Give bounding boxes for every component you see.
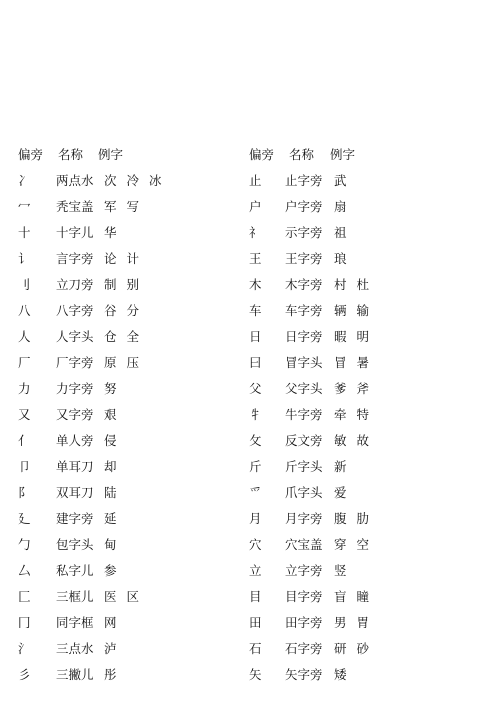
radical-name-cell: 斤字头 <box>285 459 323 474</box>
example-char: 特 <box>356 407 370 422</box>
example-char: 全 <box>126 329 140 344</box>
table-row <box>249 220 369 246</box>
radical-cell: 立 <box>249 563 262 578</box>
example-char: 武 <box>334 173 347 188</box>
radical-name-cell: 包字头 <box>56 537 94 552</box>
example-cell <box>104 196 139 218</box>
radical-cell: 攵 <box>249 433 262 448</box>
example-cell <box>104 534 117 556</box>
radical-cell: 目 <box>249 589 262 604</box>
example-char: 甸 <box>104 537 117 552</box>
right-radical-table <box>249 142 369 688</box>
header-radical: 偏旁 <box>18 147 44 162</box>
radical-cell: 冂 <box>18 615 31 630</box>
radical-cell: 车 <box>249 303 262 318</box>
table-row <box>249 454 369 480</box>
radical-cell: 矢 <box>249 667 262 682</box>
radical-name-cell: 穴宝盖 <box>285 537 323 552</box>
table-row <box>249 194 369 220</box>
radical-cell: 止 <box>249 173 262 188</box>
table-row <box>18 272 162 298</box>
table-row <box>18 532 162 558</box>
radical-name-cell: 人字头 <box>56 329 94 344</box>
radical-name-cell: 月字旁 <box>285 511 323 526</box>
radical-name-cell: 反文旁 <box>285 433 323 448</box>
example-char: 医 <box>104 589 117 604</box>
table-row <box>18 428 162 454</box>
example-char: 谷 <box>104 303 117 318</box>
radical-cell: 彡 <box>18 667 31 682</box>
example-cell <box>334 430 369 452</box>
radical-cell: 匚 <box>18 589 31 604</box>
table-row <box>18 584 162 610</box>
table-row <box>249 272 369 298</box>
radical-name-cell: 立刀旁 <box>56 277 94 292</box>
example-cell <box>334 638 369 660</box>
header-radical: 偏旁 <box>249 147 275 162</box>
header-name: 名称 <box>58 147 84 162</box>
radical-name-cell: 止字旁 <box>285 173 323 188</box>
table-row <box>18 350 162 376</box>
example-cell <box>334 326 369 348</box>
example-char: 琅 <box>334 251 347 266</box>
radical-cell: 牜 <box>249 407 262 422</box>
example-char: 军 <box>104 199 117 214</box>
example-cell <box>334 222 347 244</box>
example-cell <box>104 300 139 322</box>
radical-cell: 冖 <box>18 199 31 214</box>
table-row <box>249 610 369 636</box>
radical-name-cell: 八字旁 <box>56 303 94 318</box>
radical-cell: 斤 <box>249 459 262 474</box>
example-cell <box>104 638 117 660</box>
radical-cell: 曰 <box>249 355 262 370</box>
table-row <box>18 506 162 532</box>
example-cell <box>104 456 117 478</box>
example-char: 延 <box>104 511 117 526</box>
example-cell <box>334 612 369 634</box>
radical-name-cell: 双耳刀 <box>56 485 94 500</box>
example-char: 杜 <box>356 277 370 292</box>
table-row <box>18 558 162 584</box>
example-char: 冒 <box>334 355 347 370</box>
table-row <box>18 324 162 350</box>
radical-name-cell: 日字旁 <box>285 329 323 344</box>
table-row <box>18 220 162 246</box>
radical-name-cell: 同字框 <box>56 615 94 630</box>
radical-name-cell: 力字旁 <box>56 381 94 396</box>
example-cell <box>104 326 139 348</box>
example-char: 敏 <box>334 433 347 448</box>
radical-cell: 阝 <box>18 485 31 500</box>
example-char: 制 <box>104 277 117 292</box>
radical-cell: 厂 <box>18 355 31 370</box>
example-char: 祖 <box>334 225 347 240</box>
example-char: 研 <box>334 641 347 656</box>
radical-name-cell: 三撇儿 <box>56 667 94 682</box>
example-cell <box>104 508 117 530</box>
table-row <box>249 324 369 350</box>
radical-cell: 卩 <box>18 459 31 474</box>
example-cell <box>334 274 369 296</box>
table-row <box>249 662 369 688</box>
example-cell <box>334 300 369 322</box>
radical-name-cell: 木字旁 <box>285 277 323 292</box>
radical-name-cell: 秃宝盖 <box>56 199 94 214</box>
example-cell <box>104 430 117 452</box>
example-char: 论 <box>104 251 117 266</box>
radical-cell: 八 <box>18 303 31 318</box>
header-example: 例字 <box>98 147 124 162</box>
radical-name-cell: 两点水 <box>56 173 94 188</box>
example-char: 穿 <box>334 537 347 552</box>
table-row <box>18 610 162 636</box>
example-char: 牵 <box>334 407 347 422</box>
example-char: 参 <box>104 563 117 578</box>
example-char: 爱 <box>334 485 347 500</box>
radical-name-cell: 三框儿 <box>56 589 94 604</box>
radical-name-cell: 矢字旁 <box>285 667 323 682</box>
example-char: 辆 <box>334 303 347 318</box>
table-row <box>249 636 369 662</box>
radical-cell: 月 <box>249 511 262 526</box>
radical-cell: 穴 <box>249 537 262 552</box>
example-char: 原 <box>104 355 117 370</box>
example-char: 暑 <box>356 355 370 370</box>
radical-cell: 力 <box>18 381 31 396</box>
example-cell <box>104 404 117 426</box>
table-row <box>249 402 369 428</box>
table-row <box>18 402 162 428</box>
example-char: 陆 <box>104 485 117 500</box>
example-char: 明 <box>356 329 370 344</box>
radical-cell: 王 <box>249 251 262 266</box>
radical-cell: 人 <box>18 329 31 344</box>
example-char: 男 <box>334 615 347 630</box>
example-char: 村 <box>334 277 347 292</box>
example-cell <box>104 352 139 374</box>
table-row <box>18 662 162 688</box>
example-cell <box>334 508 369 530</box>
example-char: 区 <box>126 589 140 604</box>
header-example: 例字 <box>330 147 356 162</box>
radical-name-cell: 户字旁 <box>285 199 323 214</box>
example-cell <box>334 196 347 218</box>
example-char: 暇 <box>334 329 347 344</box>
radical-cell: 冫 <box>18 173 31 188</box>
example-char: 分 <box>126 303 140 318</box>
right-table-body <box>249 168 369 688</box>
radical-cell: 亻 <box>18 433 31 448</box>
table-row <box>18 246 162 272</box>
example-char: 矮 <box>334 667 347 682</box>
example-char: 砂 <box>356 641 370 656</box>
example-char: 彤 <box>104 667 117 682</box>
example-char: 华 <box>104 225 117 240</box>
table-row <box>249 428 369 454</box>
example-char: 次 <box>104 173 117 188</box>
example-char: 网 <box>104 615 117 630</box>
table-row <box>18 298 162 324</box>
example-char: 空 <box>356 537 370 552</box>
example-cell <box>334 352 369 374</box>
example-char: 输 <box>356 303 370 318</box>
radical-name-cell: 单耳刀 <box>56 459 94 474</box>
example-char: 计 <box>126 251 140 266</box>
radical-cell: 田 <box>249 615 262 630</box>
radical-name-cell: 父字头 <box>285 381 323 396</box>
radical-cell: 勹 <box>18 537 31 552</box>
example-char: 侵 <box>104 433 117 448</box>
example-cell <box>104 664 117 686</box>
table-row <box>18 194 162 220</box>
table-row <box>249 350 369 376</box>
table-row <box>249 246 369 272</box>
example-cell <box>104 378 117 400</box>
radical-name-cell: 建字旁 <box>56 511 94 526</box>
table-row <box>249 584 369 610</box>
radical-name-cell: 石字旁 <box>285 641 323 656</box>
radical-cell: 又 <box>18 407 31 422</box>
radical-cell: 讠 <box>18 251 31 266</box>
radical-name-cell: 车字旁 <box>285 303 323 318</box>
radical-name-cell: 三点水 <box>56 641 94 656</box>
example-char: 胃 <box>356 615 370 630</box>
example-cell <box>104 612 117 634</box>
radical-cell: 刂 <box>18 277 31 292</box>
example-cell <box>334 482 347 504</box>
example-char: 泸 <box>104 641 117 656</box>
radical-name-cell: 田字旁 <box>285 615 323 630</box>
example-char: 盲 <box>334 589 347 604</box>
table-row <box>249 532 369 558</box>
radical-cell: 廴 <box>18 511 31 526</box>
table-row <box>249 506 369 532</box>
radical-cell: 厶 <box>18 563 31 578</box>
example-char: 仓 <box>104 329 117 344</box>
example-cell <box>334 170 347 192</box>
radical-name-cell: 私字儿 <box>56 563 94 578</box>
example-cell <box>334 378 369 400</box>
example-cell <box>104 170 162 192</box>
radical-cell: 石 <box>249 641 262 656</box>
radical-cell: 日 <box>249 329 262 344</box>
example-char: 故 <box>356 433 370 448</box>
example-char: 冷 <box>126 173 140 188</box>
example-char: 却 <box>104 459 117 474</box>
radical-name-cell: 厂字旁 <box>56 355 94 370</box>
table-row <box>18 454 162 480</box>
example-char: 竖 <box>334 563 347 578</box>
radical-name-cell: 王字旁 <box>285 251 323 266</box>
example-char: 努 <box>104 381 117 396</box>
example-cell <box>104 560 117 582</box>
radical-name-cell: 牛字旁 <box>285 407 323 422</box>
radical-cell: 户 <box>249 199 262 214</box>
table-row <box>249 480 369 506</box>
example-cell <box>334 586 369 608</box>
table-row <box>249 298 369 324</box>
left-header-row <box>18 142 162 168</box>
example-char: 写 <box>126 199 140 214</box>
example-char: 扇 <box>334 199 347 214</box>
example-cell <box>334 248 347 270</box>
radical-name-cell: 十字儿 <box>56 225 94 240</box>
example-cell <box>104 482 117 504</box>
radical-cell: 木 <box>249 277 262 292</box>
example-cell <box>334 534 369 556</box>
radical-name-cell: 言字旁 <box>56 251 94 266</box>
example-cell <box>334 664 347 686</box>
radical-name-cell: 爪字头 <box>285 485 323 500</box>
example-char: 新 <box>334 459 347 474</box>
example-char: 腹 <box>334 511 347 526</box>
radical-name-cell: 冒字头 <box>285 355 323 370</box>
example-char: 压 <box>126 355 140 370</box>
radical-name-cell: 示字旁 <box>285 225 323 240</box>
left-radical-table <box>18 142 162 688</box>
example-cell <box>104 222 117 244</box>
example-cell <box>334 404 369 426</box>
radical-name-cell: 立字旁 <box>285 563 323 578</box>
example-cell <box>334 560 347 582</box>
example-cell <box>104 248 139 270</box>
example-char: 艰 <box>104 407 117 422</box>
example-char: 肋 <box>356 511 370 526</box>
radical-name-cell: 目字旁 <box>285 589 323 604</box>
right-header-row <box>249 142 369 168</box>
example-cell <box>104 274 139 296</box>
table-row <box>249 558 369 584</box>
table-row <box>249 168 369 194</box>
example-char: 别 <box>126 277 140 292</box>
example-char: 爹 <box>334 381 347 396</box>
radical-name-cell: 单人旁 <box>56 433 94 448</box>
example-cell <box>334 456 347 478</box>
example-char: 瞳 <box>356 589 370 604</box>
radical-cell: 父 <box>249 381 262 396</box>
table-row <box>18 376 162 402</box>
radical-cell: 爫 <box>249 485 262 500</box>
left-table-body <box>18 168 162 688</box>
radical-cell: 礻 <box>249 225 262 240</box>
radical-cell: 氵 <box>18 641 31 656</box>
table-row <box>249 376 369 402</box>
table-row <box>18 168 162 194</box>
header-name: 名称 <box>289 147 315 162</box>
radical-name-cell: 又字旁 <box>56 407 94 422</box>
example-char: 冰 <box>149 173 162 188</box>
example-cell <box>104 586 139 608</box>
table-row <box>18 480 162 506</box>
example-char: 斧 <box>356 381 370 396</box>
radical-cell: 十 <box>18 225 31 240</box>
table-row <box>18 636 162 662</box>
